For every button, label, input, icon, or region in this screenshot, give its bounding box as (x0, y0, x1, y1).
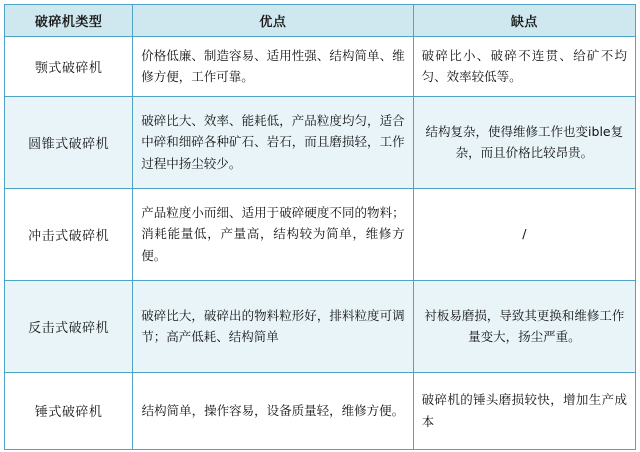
cell-type: 锤式破碎机 (5, 372, 133, 449)
crusher-comparison-table (4, 4, 636, 450)
cell-type: 反击式破碎机 (5, 280, 133, 372)
cell-cons: / (413, 188, 635, 280)
cell-type: 冲击式破碎机 (5, 188, 133, 280)
table-row (5, 280, 636, 372)
table-header (5, 5, 636, 37)
cell-cons: 衬板易磨损，导致其更换和维修工作量变大，扬尘严重。 (413, 280, 635, 372)
cell-cons: 破碎比小、破碎不连贯、给矿不均匀、效率较低等。 (413, 37, 635, 97)
cell-pros: 结构简单，操作容易，设备质量轻，维修方便。 (133, 372, 413, 449)
cell-type: 圆锥式破碎机 (5, 96, 133, 188)
header-row (5, 5, 636, 37)
cell-type: 颚式破碎机 (5, 37, 133, 97)
cell-pros: 破碎比大、效率、能耗低，产品粒度均匀，适合中碎和细碎各种矿石、岩石，而且磨损轻，工作过程中扬尘较少。 (133, 96, 413, 188)
column-header-type: 破碎机类型 (5, 5, 133, 37)
cell-cons: 结构复杂，使得维修工作也变ible复杂，而且价格比较昂贵。 (413, 96, 635, 188)
column-header-pros: 优点 (133, 5, 413, 37)
cell-pros: 破碎比大，破碎出的物料粒形好，排料粒度可调节；高产低耗、结构简单 (133, 280, 413, 372)
table-row (5, 372, 636, 449)
table-row (5, 188, 636, 280)
column-header-cons: 缺点 (413, 5, 635, 37)
cell-pros: 产品粒度小而细、适用于破碎硬度不同的物料；消耗能量低，产量高，结构较为简单，维修方便。 (133, 188, 413, 280)
cell-cons: 破碎机的锤头磨损较快，增加生产成本 (413, 372, 635, 449)
table-body (5, 37, 636, 450)
table-row (5, 96, 636, 188)
table-row (5, 37, 636, 97)
cell-pros: 价格低廉、制造容易、适用性强、结构简单、维修方便，工作可靠。 (133, 37, 413, 97)
